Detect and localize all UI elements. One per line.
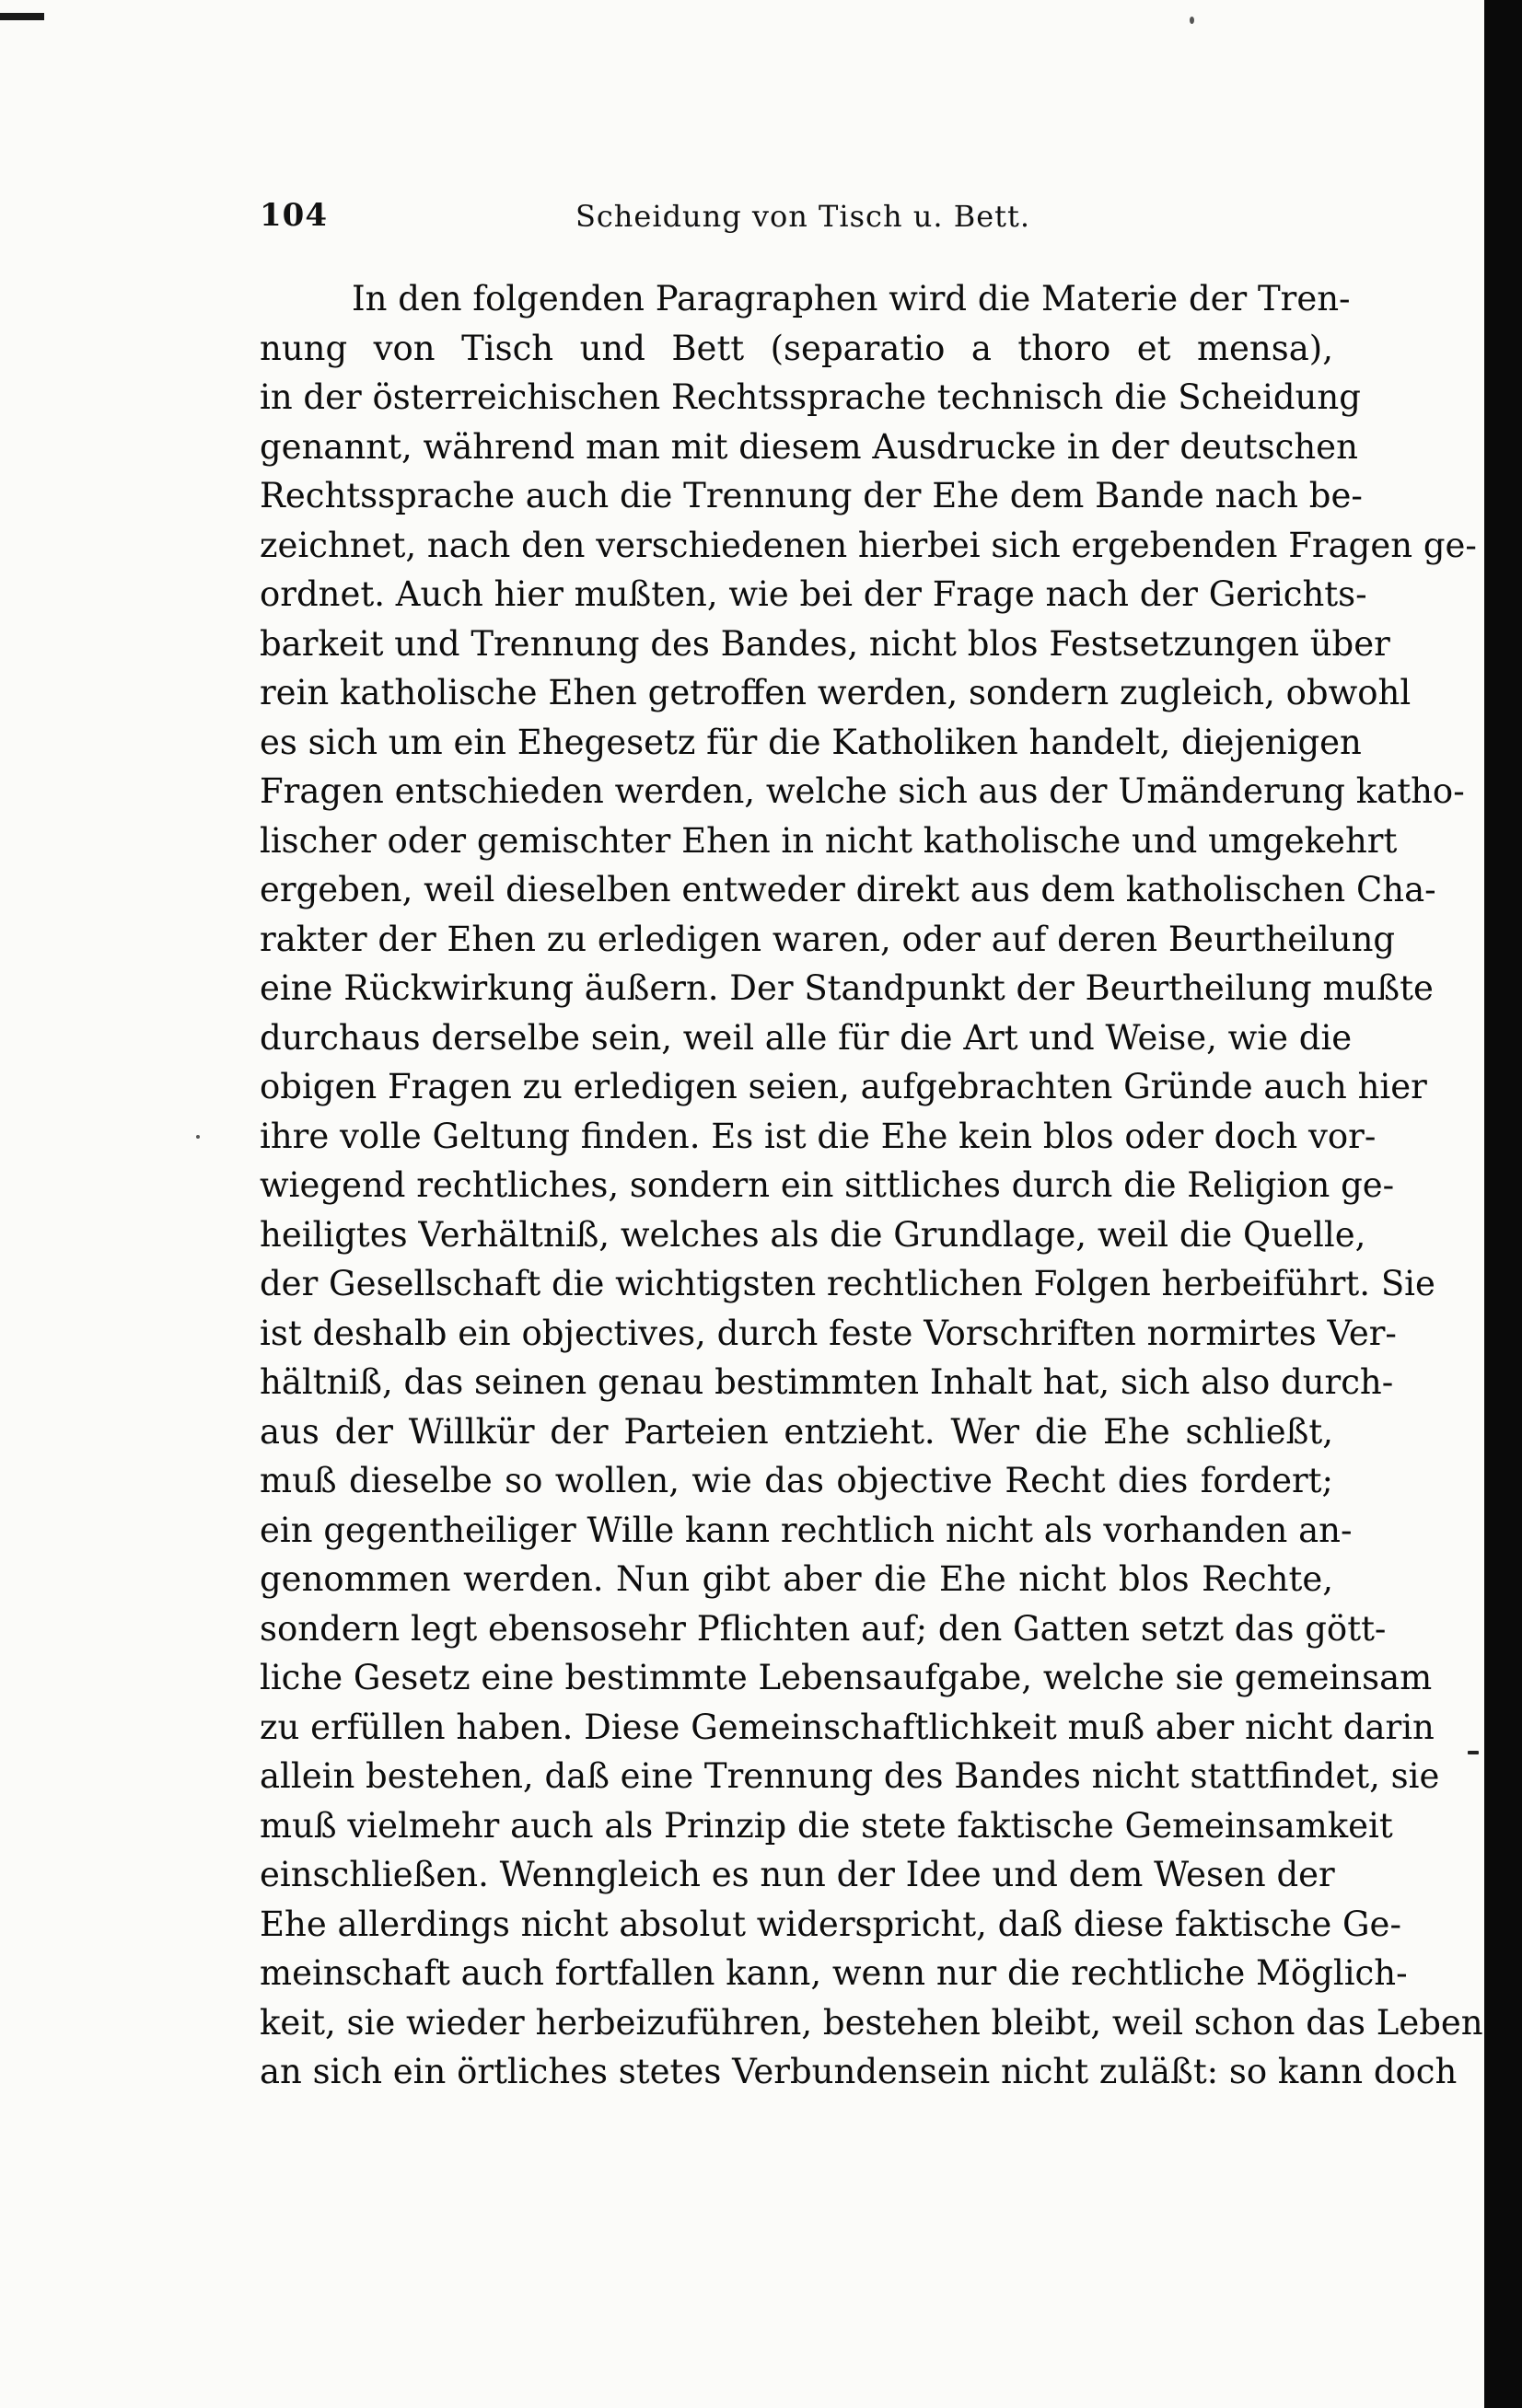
text-line: zu erfüllen haben. Diese Gemeinschaftlichkeit muß aber nicht darin (260, 1707, 1435, 1747)
page-number: 104 (260, 197, 328, 234)
text-line: ihre volle Geltung finden. Es ist die Ehe kein blos oder doch vor- (260, 1116, 1377, 1156)
text-line: durchaus derselbe sein, weil alle für die Art und Weise, wie die (260, 1017, 1353, 1058)
text-line: keit, sie wieder herbeizuführen, bestehen bleibt, weil schon das Leben (260, 2002, 1483, 2043)
scan-speck (1190, 17, 1194, 24)
text-line: heiligtes Verhältniß, welches als die Grundlage, weil die Quelle, (260, 1214, 1366, 1255)
text-line: meinschaft auch fortfallen kann, wenn nur die rechtliche Möglich- (260, 1953, 1408, 1993)
text-line: einschließen. Wenngleich es nun der Idee und dem Wesen der (260, 1855, 1335, 1894)
text-line: genommen werden. Nun gibt aber die Ehe nicht blos Rechte, (260, 1559, 1333, 1599)
text-line: Rechtssprache auch die Trennung der Ehe dem Bande nach be- (260, 476, 1363, 515)
text-line: rein katholische Ehen getroffen werden, sondern zugleich, obwohl (260, 673, 1412, 712)
text-line: obigen Fragen zu erledigen seien, aufgebrachten Gründe auch hier (260, 1067, 1427, 1106)
scan-speck (1468, 1751, 1479, 1754)
text-line: ordnet. Auch hier mußten, wie bei der Frage nach der Gerichts- (260, 574, 1367, 614)
text-line: allein bestehen, daß eine Trennung des Bandes nicht stattfindet, sie (260, 1756, 1440, 1796)
text-line: sondern legt ebensosehr Pflichten auf; den Gatten setzt das gött- (260, 1608, 1387, 1649)
text-line: muß dieselbe so wollen, wie das objective Recht dies fordert; (260, 1461, 1333, 1500)
text-line: lischer oder gemischter Ehen in nicht katholische und umgekehrt (260, 820, 1398, 861)
text-line: ergeben, weil dieselben entweder direkt aus dem katholischen Cha- (260, 870, 1436, 909)
scan-speck (196, 1135, 200, 1139)
text-line: In den folgenden Paragraphen wird die Materie der Tren- (352, 279, 1351, 318)
text-line: hältniß, das seinen genau bestimmten Inhalt hat, sich also durch- (260, 1362, 1394, 1402)
text-line: zeichnet, nach den verschiedenen hierbei sich ergebenden Fragen ge- (260, 525, 1477, 565)
scan-border (1484, 0, 1522, 2408)
text-line: wiegend rechtliches, sondern ein sittliches durch die Religion ge- (260, 1165, 1395, 1205)
text-line: ein gegentheiliger Wille kann rechtlich nicht als vorhanden an- (260, 1510, 1353, 1550)
text-line: barkeit und Trennung des Bandes, nicht blos Festsetzungen über (260, 623, 1390, 664)
body-paragraph (260, 274, 1483, 2097)
text-line: der Gesellschaft die wichtigsten rechtlichen Folgen herbeiführt. Sie (260, 1264, 1435, 1303)
text-line: Ehe allerdings nicht absolut widerspricht, daß diese faktische Ge- (260, 1904, 1401, 1944)
running-title: Scheidung von Tisch u. Bett. (575, 199, 1031, 234)
text-line: aus der Willkür der Parteien entzieht. Wer die Ehe schließt, (260, 1411, 1333, 1452)
text-line: nung von Tisch und Bett (separatio a thoro et mensa), (260, 328, 1333, 368)
text-line: muß vielmehr auch als Prinzip die stete faktische Gemeinsamkeit (260, 1805, 1393, 1846)
scan-edge-mark (0, 13, 44, 20)
text-line: liche Gesetz eine bestimmte Lebensaufgabe, welche sie gemeinsam (260, 1658, 1433, 1697)
page-header (260, 197, 1333, 249)
text-line: in der österreichischen Rechtssprache technisch die Scheidung (260, 377, 1361, 417)
text-line: genannt, während man mit diesem Ausdrucke in der deutschen (260, 426, 1358, 467)
text-line: Fragen entschieden werden, welche sich aus der Umänderung katho- (260, 771, 1465, 811)
text-line: an sich ein örtliches stetes Verbundensein nicht zuläßt: so kann doch (260, 2052, 1458, 2091)
text-line: es sich um ein Ehegesetz für die Katholiken handelt, diejenigen (260, 722, 1362, 762)
text-line: rakter der Ehen zu erledigen waren, oder auf deren Beurtheilung (260, 919, 1396, 959)
text-line: eine Rückwirkung äußern. Der Standpunkt der Beurtheilung mußte (260, 968, 1434, 1008)
text-line: ist deshalb ein objectives, durch feste Vorschriften normirtes Ver- (260, 1313, 1397, 1353)
